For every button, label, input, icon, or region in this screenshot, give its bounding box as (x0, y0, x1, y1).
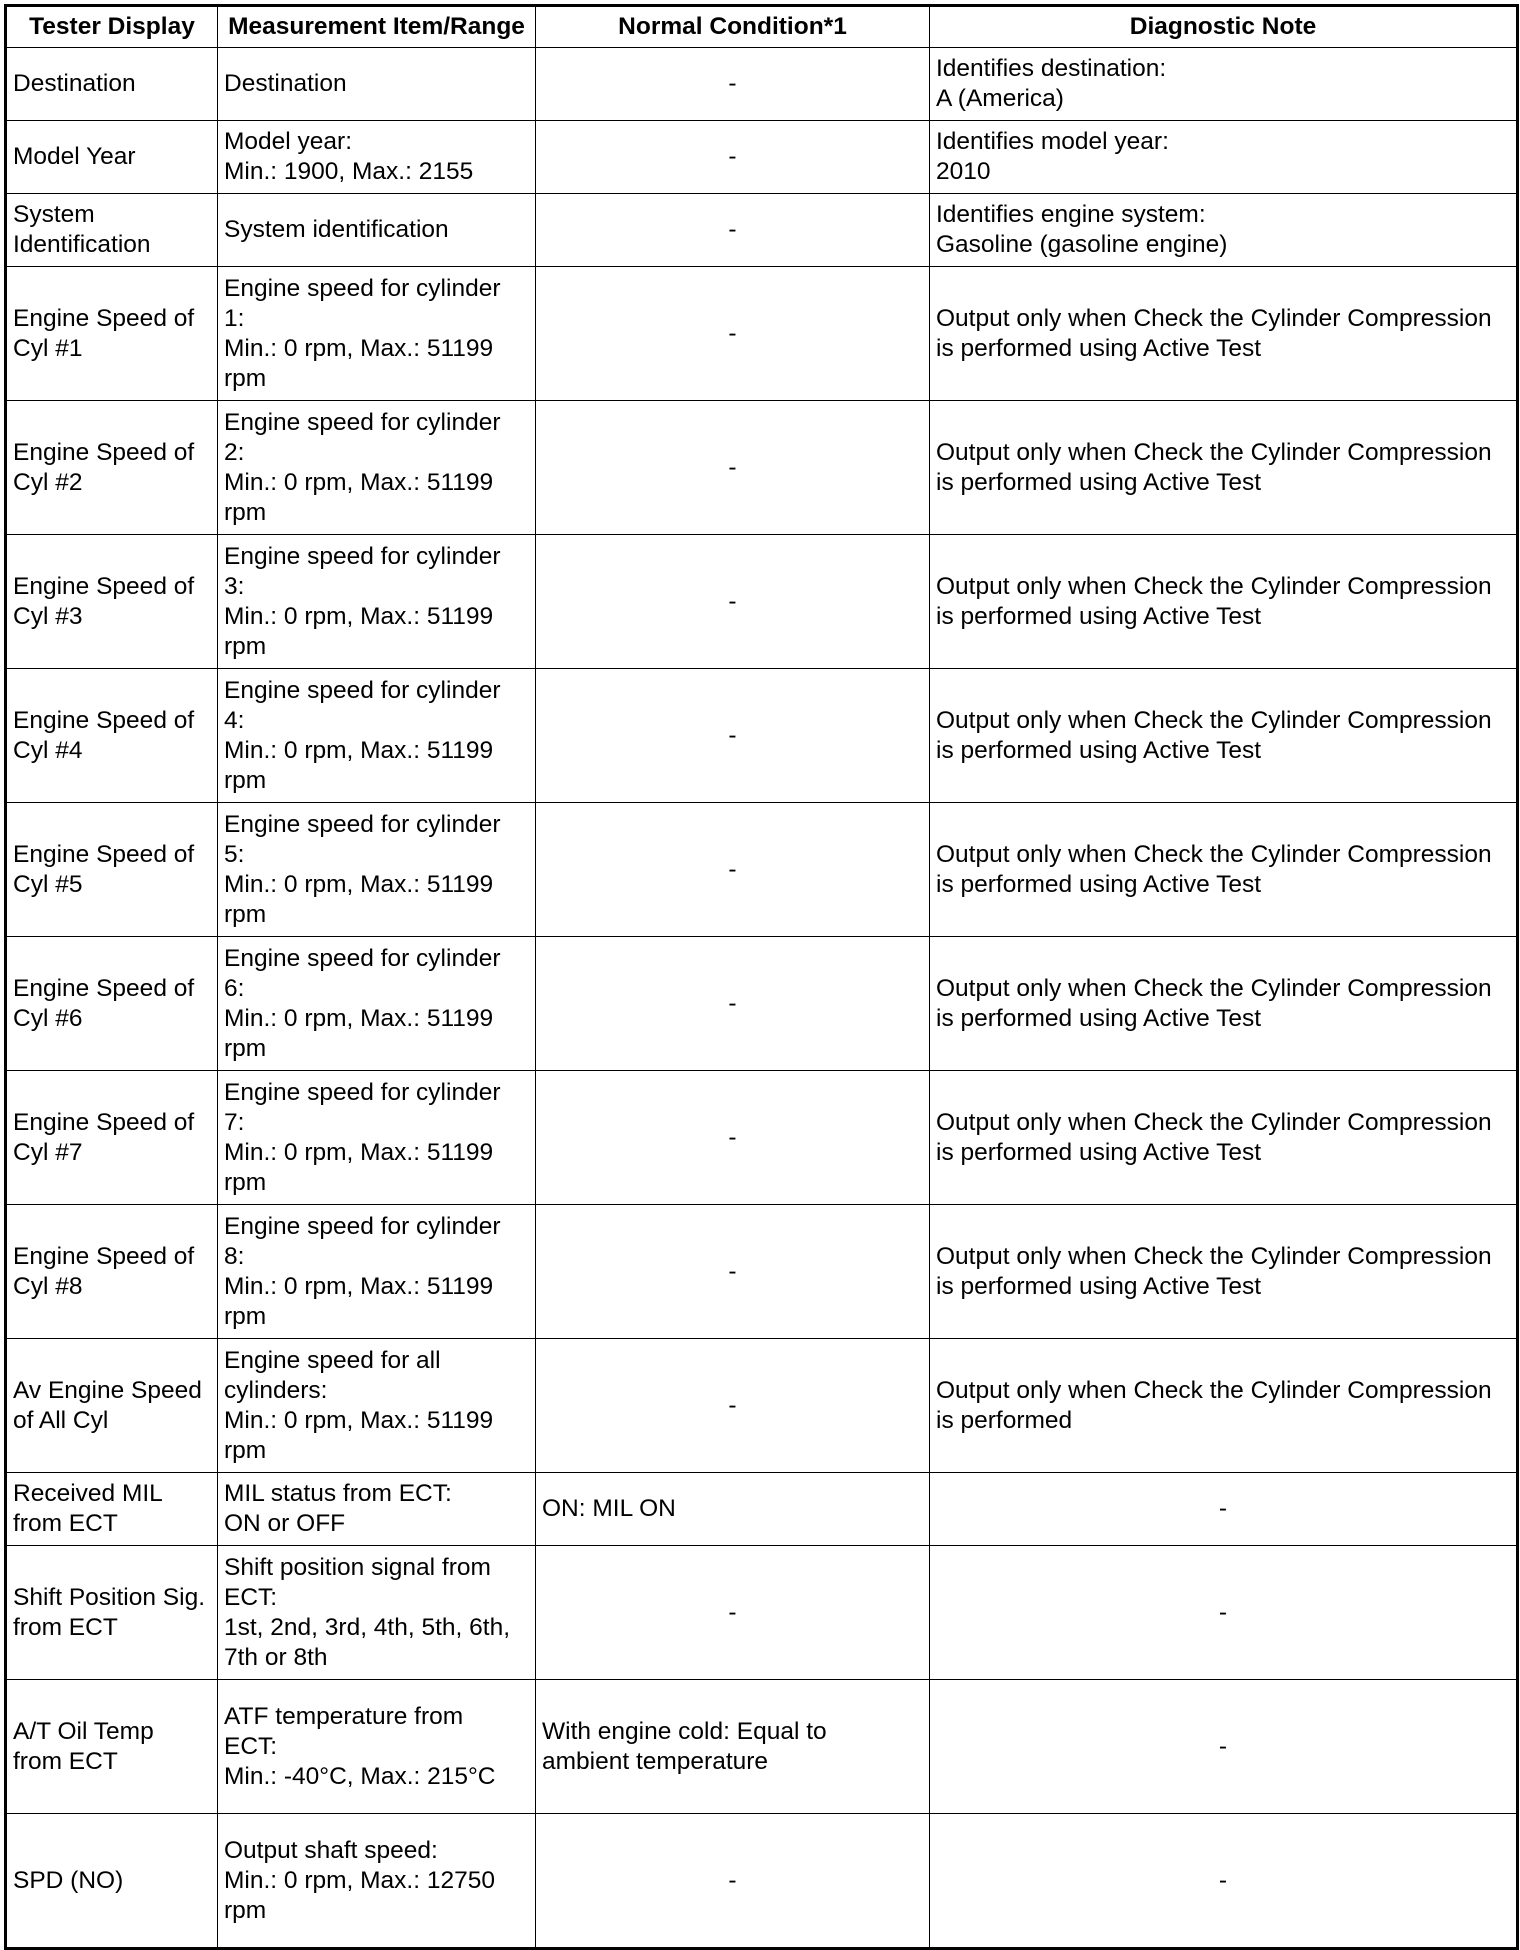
header-measurement-item: Measurement Item/Range (218, 6, 536, 48)
cell-tester-display (6, 48, 218, 121)
cell-text-line: Engine speed for cylinder (224, 810, 501, 838)
cell-text-line: Engine speed for cylinder (224, 944, 501, 972)
cell-text-line: Output only when Check the Cylinder Compression (936, 304, 1492, 332)
cell-diagnostic-note (930, 48, 1518, 121)
table-row (6, 535, 1518, 669)
cell-text-line: Output only when Check the Cylinder Compression (936, 572, 1492, 600)
cell-text-line: rpm (224, 1168, 267, 1196)
cell-text-line: Engine speed for cylinder (224, 1212, 501, 1240)
cell-diagnostic-note (930, 1473, 1518, 1546)
cell-text-line: Output only when Check the Cylinder Compression (936, 840, 1492, 868)
cell-text-line: - (728, 855, 737, 883)
cell-normal-condition (536, 937, 930, 1071)
cell-text-line: Received MIL (13, 1480, 163, 1507)
cell-text-line: ATF temperature from (224, 1702, 464, 1730)
cell-diagnostic-note (930, 1205, 1518, 1339)
table-row (6, 401, 1518, 535)
cell-measurement-item (218, 1546, 536, 1680)
cell-text-line: rpm (224, 766, 267, 794)
cell-text-line: System (13, 201, 95, 228)
cell-tester-display (6, 1071, 218, 1205)
cell-diagnostic-note (930, 1680, 1518, 1814)
cell-text-line: Cyl #5 (13, 870, 83, 898)
cell-text-line: Min.: 0 rpm, Max.: 51199 (224, 1406, 494, 1434)
cell-text-line: Min.: 0 rpm, Max.: 12750 (224, 1866, 495, 1894)
cell-normal-condition (536, 1339, 930, 1473)
cell-tester-display (6, 1205, 218, 1339)
cell-text-line: Engine Speed of (13, 572, 195, 600)
table-row (6, 267, 1518, 401)
cell-text-line: - (728, 216, 737, 243)
cell-text-line: 2: (224, 438, 245, 466)
cell-text-line: With engine cold: Equal to (542, 1717, 827, 1745)
cell-text-line: Engine Speed of (13, 438, 195, 466)
cell-text-line: Min.: 0 rpm, Max.: 51199 (224, 468, 494, 496)
cell-diagnostic-note (930, 803, 1518, 937)
cell-text-line: Min.: 0 rpm, Max.: 51199 (224, 334, 494, 362)
cell-text-line: Engine speed for cylinder (224, 408, 501, 436)
cell-diagnostic-note (930, 267, 1518, 401)
cell-text-line: Output shaft speed: (224, 1836, 438, 1864)
table-body (6, 48, 1518, 1949)
cell-text-line: Gasoline (gasoline engine) (936, 231, 1228, 258)
cell-text-line: Engine speed for all (224, 1346, 441, 1374)
cell-text-line: of All Cyl (13, 1406, 109, 1434)
table-row (6, 1680, 1518, 1814)
cell-text-line: Min.: 0 rpm, Max.: 51199 (224, 870, 494, 898)
cell-text-line: 8: (224, 1242, 245, 1270)
cell-text-line: rpm (224, 1896, 267, 1924)
cell-text-line: ON or OFF (224, 1510, 346, 1537)
cell-tester-display (6, 267, 218, 401)
cell-text-line: - (1218, 1866, 1228, 1894)
cell-measurement-item (218, 1680, 536, 1814)
cell-text-line: - (1218, 1732, 1228, 1760)
cell-measurement-item (218, 1205, 536, 1339)
cell-text-line: Min.: 0 rpm, Max.: 51199 (224, 736, 494, 764)
cell-text-line: rpm (224, 364, 267, 392)
cell-text-line: Engine Speed of (13, 1242, 195, 1270)
table-row (6, 121, 1518, 194)
cell-text-line: Engine Speed of (13, 974, 195, 1002)
cell-text-line: Identification (13, 231, 151, 258)
cell-tester-display (6, 937, 218, 1071)
cell-normal-condition (536, 1071, 930, 1205)
cell-text-line: MIL status from ECT: (224, 1480, 452, 1507)
cell-text-line: Shift Position Sig. (13, 1583, 206, 1611)
cell-text-line: is performed using Active Test (936, 1138, 1262, 1166)
cell-text-line: Engine Speed of (13, 706, 195, 734)
cell-text-line: 2010 (936, 158, 991, 185)
cell-text-line: Identifies engine system: (936, 201, 1206, 228)
cell-measurement-item (218, 1339, 536, 1473)
cell-normal-condition (536, 1205, 930, 1339)
cell-text-line: rpm (224, 900, 267, 928)
cell-diagnostic-note (930, 1546, 1518, 1680)
cell-text-line: Output only when Check the Cylinder Compression (936, 1108, 1492, 1136)
cell-text-line: Cyl #6 (13, 1004, 83, 1032)
cell-text-line: is performed using Active Test (936, 736, 1262, 764)
cell-text-line: - (728, 721, 737, 749)
cell-normal-condition (536, 1473, 930, 1546)
cell-normal-condition (536, 194, 930, 267)
cell-tester-display (6, 401, 218, 535)
table-row (6, 1339, 1518, 1473)
cell-text-line: Output only when Check the Cylinder Compression (936, 438, 1492, 466)
cell-text-line: - (728, 1866, 737, 1894)
cell-text-line: Av Engine Speed (13, 1376, 202, 1404)
cell-text-line: A/T Oil Temp (13, 1717, 154, 1745)
cell-normal-condition (536, 401, 930, 535)
cell-tester-display (6, 194, 218, 267)
header-tester-display: Tester Display (6, 6, 218, 48)
cell-tester-display (6, 1473, 218, 1546)
table-row (6, 1473, 1518, 1546)
cell-text-line: Engine speed for cylinder (224, 274, 501, 302)
cell-normal-condition (536, 1814, 930, 1949)
cell-diagnostic-note (930, 1814, 1518, 1949)
table-row (6, 803, 1518, 937)
cell-text-line: is performed using Active Test (936, 602, 1262, 630)
cell-text-line: Shift position signal from (224, 1553, 491, 1581)
cell-text-line: - (728, 1391, 737, 1419)
cell-text-line: - (728, 989, 737, 1017)
cell-text-line: Engine speed for cylinder (224, 676, 501, 704)
cell-text-line: Output only when Check the Cylinder Compression (936, 1242, 1492, 1270)
cell-measurement-item (218, 803, 536, 937)
cell-text-line: rpm (224, 1436, 267, 1464)
cell-text-line: Identifies destination: (936, 55, 1167, 82)
cell-text-line: 7th or 8th (224, 1643, 328, 1671)
cell-text-line: SPD (NO) (13, 1866, 124, 1894)
cell-text-line: Cyl #3 (13, 602, 83, 630)
data-list-sheet (4, 4, 1516, 1950)
cell-diagnostic-note (930, 535, 1518, 669)
cell-text-line: - (728, 453, 737, 481)
header-diagnostic-note: Diagnostic Note (930, 6, 1518, 48)
cell-text-line: ECT: (224, 1583, 278, 1611)
cell-text-line: 1st, 2nd, 3rd, 4th, 5th, 6th, (224, 1613, 511, 1641)
cell-text-line: rpm (224, 632, 267, 660)
cell-text-line: ambient temperature (542, 1747, 769, 1775)
cell-text-line: Model Year (13, 143, 136, 170)
cell-diagnostic-note (930, 937, 1518, 1071)
cell-measurement-item (218, 194, 536, 267)
cell-text-line: - (728, 143, 737, 170)
cell-measurement-item (218, 669, 536, 803)
cell-text-line: rpm (224, 498, 267, 526)
table-row (6, 194, 1518, 267)
cell-text-line: 5: (224, 840, 245, 868)
cell-diagnostic-note (930, 194, 1518, 267)
cell-normal-condition (536, 1680, 930, 1814)
cell-tester-display (6, 1814, 218, 1949)
table-row (6, 1205, 1518, 1339)
cell-text-line: from ECT (13, 1613, 118, 1641)
cell-text-line: rpm (224, 1302, 267, 1330)
cell-text-line: Engine speed for cylinder (224, 1078, 501, 1106)
cell-text-line: is performed (936, 1406, 1073, 1434)
cell-text-line: - (728, 587, 737, 615)
cell-text-line: Min.: 1900, Max.: 2155 (224, 158, 474, 185)
cell-measurement-item (218, 1473, 536, 1546)
cell-text-line: Min.: 0 rpm, Max.: 51199 (224, 1138, 494, 1166)
cell-text-line: is performed using Active Test (936, 468, 1262, 496)
cell-text-line: Min.: 0 rpm, Max.: 51199 (224, 1004, 494, 1032)
cell-text-line: Cyl #8 (13, 1272, 83, 1300)
cell-text-line: is performed using Active Test (936, 334, 1262, 362)
cell-text-line: Engine Speed of (13, 1108, 195, 1136)
cell-tester-display (6, 803, 218, 937)
table-row (6, 1071, 1518, 1205)
cell-text-line: is performed using Active Test (936, 1272, 1262, 1300)
cell-text-line: 7: (224, 1108, 245, 1136)
cell-measurement-item (218, 48, 536, 121)
cell-text-line: 3: (224, 572, 245, 600)
cell-measurement-item (218, 401, 536, 535)
cell-tester-display (6, 1339, 218, 1473)
cell-measurement-item (218, 267, 536, 401)
cell-text-line: is performed using Active Test (936, 1004, 1262, 1032)
cell-text-line: System identification (224, 216, 449, 243)
cell-text-line: rpm (224, 1034, 267, 1062)
header-normal-condition: Normal Condition*1 (536, 6, 930, 48)
cell-text-line: - (728, 1598, 737, 1626)
cell-text-line: A (America) (936, 85, 1064, 112)
cell-text-line: ON: MIL ON (542, 1495, 676, 1522)
cell-text-line: - (728, 1257, 737, 1285)
cell-diagnostic-note (930, 1339, 1518, 1473)
cell-text-line: - (1218, 1598, 1228, 1626)
cell-text-line: Identifies model year: (936, 128, 1169, 155)
cell-text-line: cylinders: (224, 1376, 328, 1404)
cell-text-line: Destination (13, 70, 136, 97)
table-row (6, 937, 1518, 1071)
table-row (6, 1814, 1518, 1949)
cell-text-line: from ECT (13, 1747, 118, 1775)
data-list-table (4, 4, 1519, 1950)
cell-measurement-item (218, 1814, 536, 1949)
cell-text-line: Min.: 0 rpm, Max.: 51199 (224, 602, 494, 630)
cell-normal-condition (536, 121, 930, 194)
cell-measurement-item (218, 535, 536, 669)
cell-measurement-item (218, 1071, 536, 1205)
cell-normal-condition (536, 267, 930, 401)
cell-diagnostic-note (930, 1071, 1518, 1205)
cell-measurement-item (218, 937, 536, 1071)
cell-tester-display (6, 669, 218, 803)
cell-diagnostic-note (930, 669, 1518, 803)
cell-text-line: Output only when Check the Cylinder Compression (936, 974, 1492, 1002)
cell-normal-condition (536, 1546, 930, 1680)
cell-text-line: 1: (224, 304, 245, 332)
cell-text-line: Cyl #2 (13, 468, 83, 496)
cell-text-line: Engine speed for cylinder (224, 542, 501, 570)
cell-text-line: Model year: (224, 128, 353, 155)
cell-normal-condition (536, 535, 930, 669)
cell-text-line: Output only when Check the Cylinder Compression (936, 706, 1492, 734)
header-row (6, 6, 1518, 48)
cell-text-line: Engine Speed of (13, 840, 195, 868)
cell-measurement-item (218, 121, 536, 194)
table-row (6, 1546, 1518, 1680)
cell-text-line: is performed using Active Test (936, 870, 1262, 898)
cell-normal-condition (536, 803, 930, 937)
cell-diagnostic-note (930, 121, 1518, 194)
cell-tester-display (6, 1680, 218, 1814)
cell-text-line: 4: (224, 706, 245, 734)
cell-text-line: from ECT (13, 1510, 118, 1537)
table-row (6, 669, 1518, 803)
cell-normal-condition (536, 669, 930, 803)
cell-tester-display (6, 535, 218, 669)
cell-text-line: Output only when Check the Cylinder Compression (936, 1376, 1492, 1404)
cell-text-line: - (728, 1123, 737, 1151)
cell-text-line: Destination (224, 70, 347, 97)
cell-normal-condition (536, 48, 930, 121)
table-row (6, 48, 1518, 121)
cell-text-line: - (728, 319, 737, 347)
cell-text-line: Min.: -40°C, Max.: 215°C (224, 1762, 496, 1790)
cell-text-line: 6: (224, 974, 245, 1002)
cell-tester-display (6, 1546, 218, 1680)
cell-text-line: Engine Speed of (13, 304, 195, 332)
cell-text-line: - (728, 70, 737, 97)
cell-diagnostic-note (930, 401, 1518, 535)
cell-text-line: - (1218, 1495, 1228, 1522)
cell-text-line: Min.: 0 rpm, Max.: 51199 (224, 1272, 494, 1300)
cell-text-line: Cyl #1 (13, 334, 83, 362)
cell-tester-display (6, 121, 218, 194)
cell-text-line: Cyl #4 (13, 736, 83, 764)
cell-text-line: Cyl #7 (13, 1138, 83, 1166)
cell-text-line: ECT: (224, 1732, 278, 1760)
